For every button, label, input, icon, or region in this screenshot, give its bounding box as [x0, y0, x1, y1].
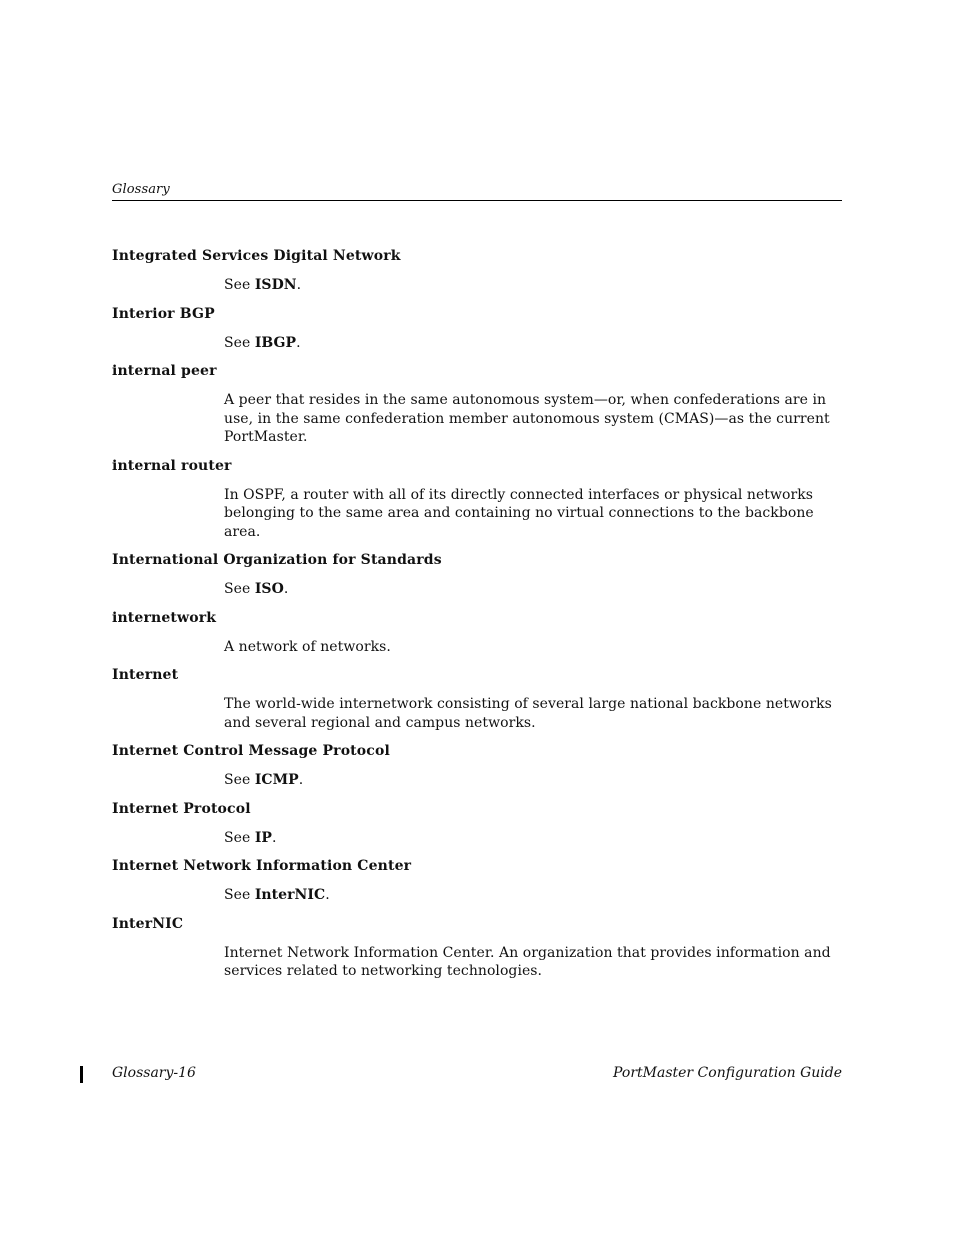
- glossary-definition: [224, 276, 842, 295]
- definition-text: A network of networks.: [224, 638, 391, 655]
- running-header: [112, 178, 842, 201]
- glossary-entry: [112, 857, 842, 905]
- glossary-term: internal router: [112, 457, 232, 474]
- glossary-term: Internet Control Message Protocol: [112, 743, 390, 759]
- definition-text: In OSPF, a router with all of its directly connected interfaces or physical networks belonging to the same area and containing no virtual connections to the backbone area.: [224, 486, 814, 540]
- glossary-entry: [112, 915, 842, 981]
- glossary-definition: [224, 334, 842, 353]
- cross-reference: IP: [254, 829, 272, 846]
- definition-suffix: .: [296, 334, 301, 351]
- definition-suffix: .: [325, 887, 330, 903]
- header-title: Glossary: [112, 182, 170, 197]
- glossary-term: Integrated Services Digital Network: [112, 248, 401, 264]
- glossary-term: Internet Network Information Center: [112, 858, 412, 874]
- definition-text: See: [224, 829, 255, 846]
- glossary-term: Internet: [112, 667, 179, 683]
- glossary-entry: [112, 457, 842, 542]
- cross-reference: IBGP: [254, 334, 297, 351]
- glossary-entry: [112, 551, 842, 599]
- definition-suffix: .: [296, 277, 302, 293]
- definition-text: A peer that resides in the same autonomous system—or, when confederations are in use, in the same confederation member autonomous system (CMAS)—as the current PortMaster.: [224, 392, 830, 445]
- glossary-entry: [112, 800, 842, 848]
- glossary-entry: [112, 305, 842, 353]
- cross-reference: ICMP: [254, 772, 299, 788]
- definition-text: See: [224, 772, 255, 788]
- definition-text: Internet Network Information Center. An organization that provides information and services related to networking technologies.: [224, 944, 831, 979]
- running-footer: [112, 1064, 842, 1084]
- glossary-term: Internet Protocol: [112, 800, 251, 817]
- glossary-term: InterNIC: [112, 915, 184, 932]
- glossary-list: [112, 247, 842, 991]
- glossary-definition: [224, 695, 842, 732]
- definition-text: See: [224, 887, 255, 903]
- definition-text: See: [224, 581, 255, 597]
- glossary-entry: [112, 742, 842, 790]
- glossary-definition: [224, 391, 842, 447]
- glossary-definition: [224, 829, 842, 848]
- glossary-term: internetwork: [112, 609, 217, 626]
- glossary-entry: [112, 609, 842, 657]
- glossary-entry: [112, 666, 842, 732]
- cross-reference: InterNIC: [254, 887, 326, 903]
- definition-suffix: .: [272, 829, 277, 846]
- definition-text: See: [224, 334, 255, 351]
- cross-reference: ISO: [254, 581, 284, 597]
- definition-suffix: .: [283, 581, 289, 597]
- book-title: PortMaster Configuration Guide: [613, 1065, 842, 1081]
- glossary-term: internal peer: [112, 363, 217, 379]
- glossary-entry: [112, 247, 842, 295]
- definition-text: The world-wide internetwork consisting of several large national backbone networks and several regional and campus networks.: [224, 696, 832, 731]
- glossary-definition: [224, 638, 842, 657]
- glossary-entry: [112, 362, 842, 447]
- glossary-definition: [224, 886, 842, 905]
- definition-suffix: .: [298, 772, 304, 788]
- glossary-definition: [224, 486, 842, 542]
- glossary-definition: [224, 944, 842, 981]
- glossary-definition: [224, 580, 842, 599]
- glossary-definition: [224, 771, 842, 790]
- page-number: Glossary-16: [112, 1065, 196, 1081]
- change-bar: [80, 1066, 83, 1083]
- cross-reference: ISDN: [254, 277, 297, 293]
- definition-text: See: [224, 277, 255, 293]
- glossary-term: Interior BGP: [112, 305, 215, 322]
- glossary-term: International Organization for Standards: [112, 552, 442, 568]
